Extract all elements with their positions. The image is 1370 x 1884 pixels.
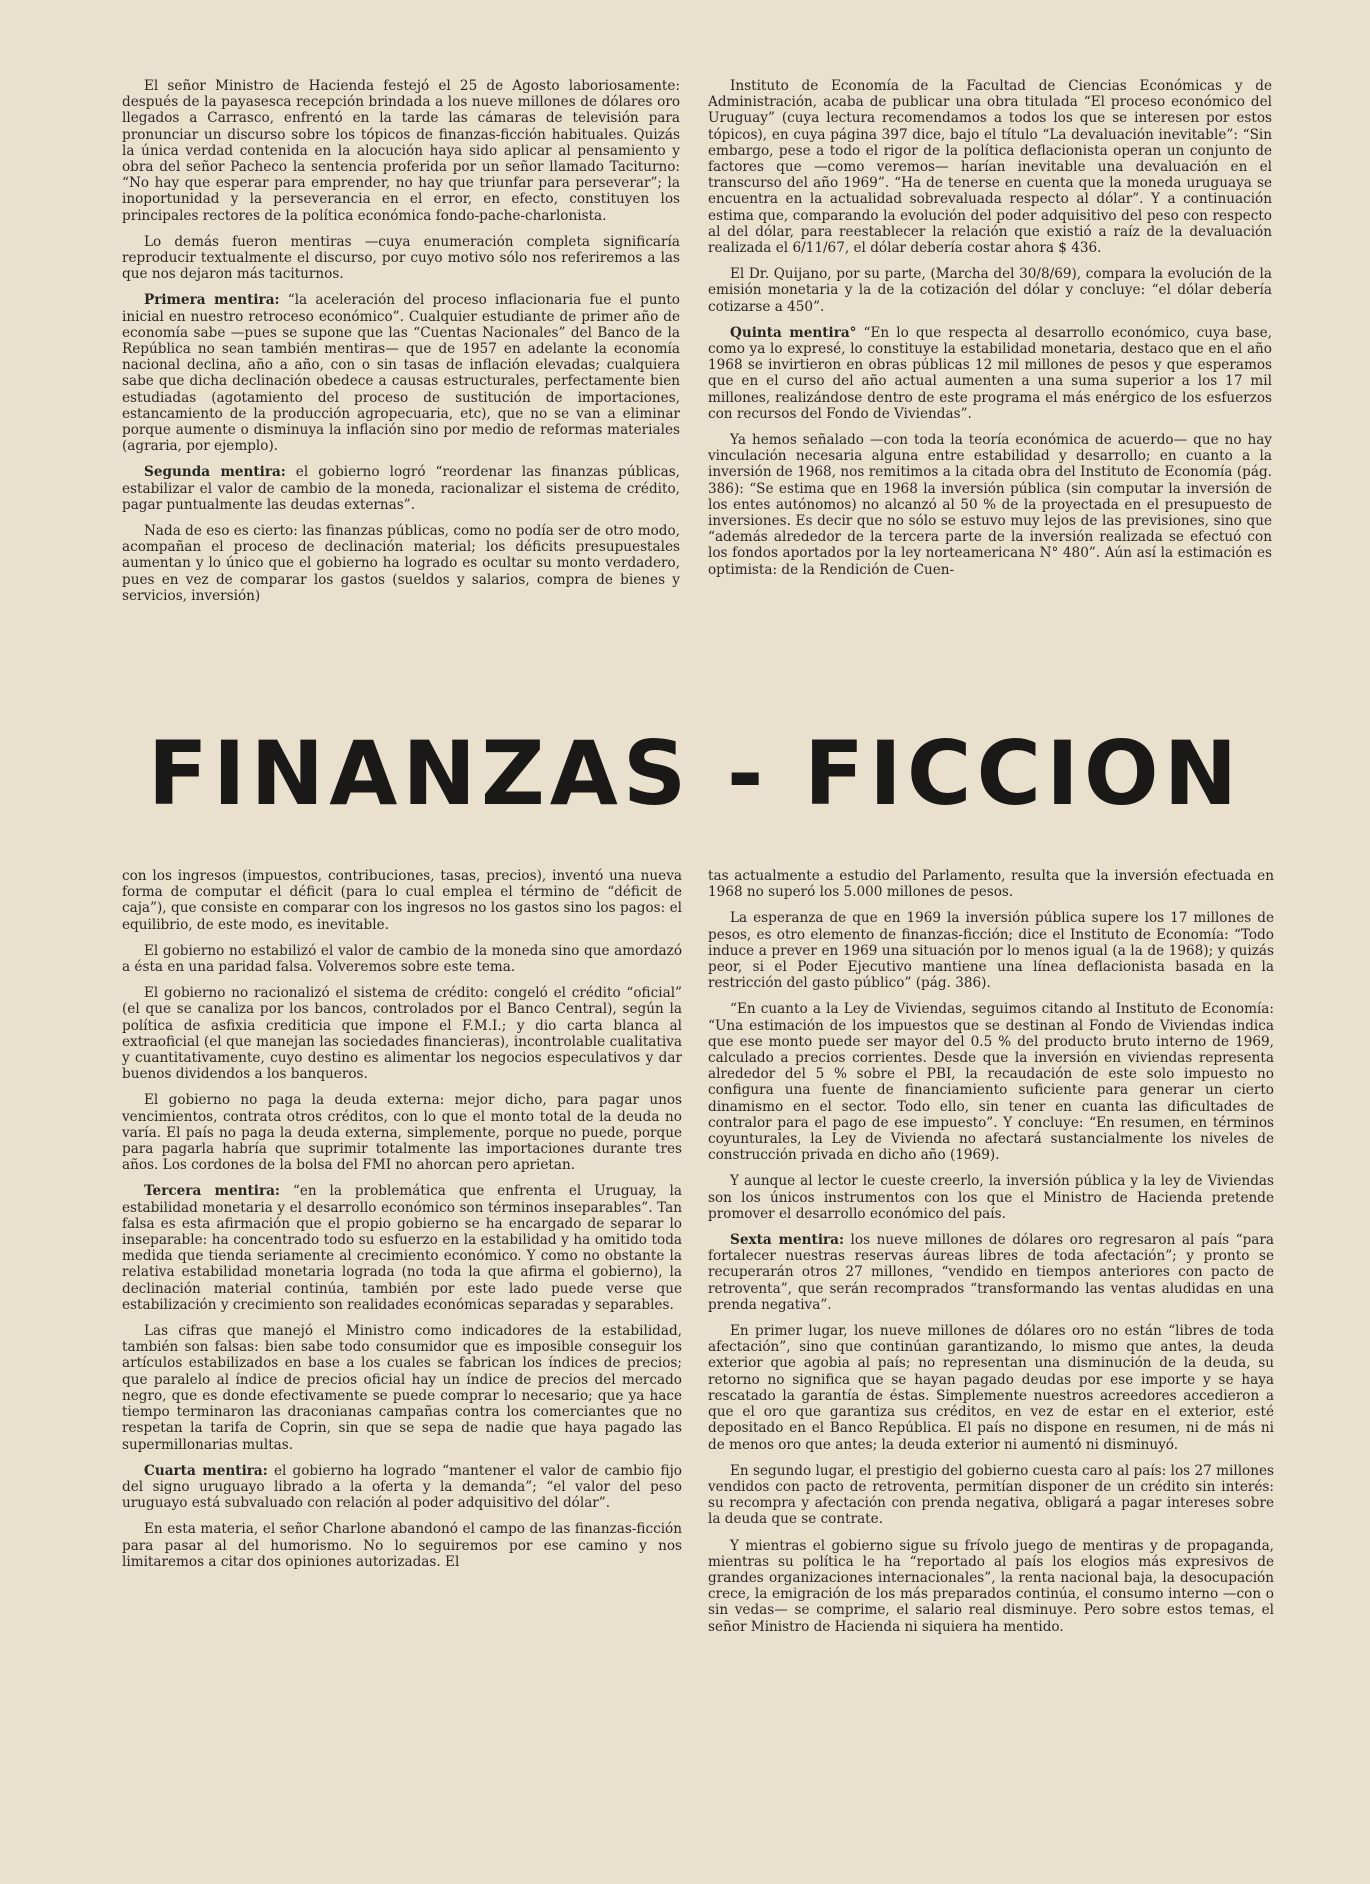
paragraph — [708, 868, 1274, 900]
paragraph — [122, 464, 680, 513]
paragraph — [122, 1521, 682, 1570]
paragraph — [708, 1232, 1274, 1313]
column-top-right — [708, 78, 1272, 680]
paragraph — [708, 1538, 1274, 1635]
paragraph-text: La esperanza de que en 1969 la inversión pública supere los 17 millones de pesos, es otro elemento de finanzas-ficción; dice el Instituto de Economía: “Todo induce a prever en 1969 una situación por lo menos igual (a la de 1968); y quizás peor, si el Poder Ejecutivo mantiene una línea deflacionista basada en la restricción del gasto público” (pág. 386). — [708, 910, 1274, 992]
column-top-left — [122, 78, 680, 680]
paragraph-text: “en la problemática que enfrenta el Uruguay, la estabilidad monetaria y el desarrollo económico son términos inseparables”. Tan falsa es esta afirmación que el propio gobierno se ha encargado de separar lo inseparable: ha concentrado todo su esfuerzo en la estabilidad y ha omitido toda medida que tienda seriamente al crecimiento económico. Y como no obstante la relativa estabilidad monetaria lograda (no toda la que afirma el gobierno), la declinación material continúa, también por este lado puede verse que estabilización y crecimiento son realidades económicas separadas y separables. — [122, 1183, 682, 1313]
paragraph — [708, 910, 1274, 991]
paragraph-text: el gobierno ha logrado “mantener el valor de cambio fijo del signo uruguayo librado a la oferta y la demanda”; “el valor del peso uruguayo está subvaluado con relación al poder adquisitivo del dólar”. — [122, 1462, 682, 1512]
paragraph — [122, 523, 680, 604]
headline: FINANZAS - FICCION — [147, 722, 1243, 825]
column-bottom-right — [708, 868, 1274, 1874]
paragraph — [122, 868, 682, 933]
paragraph — [708, 432, 1272, 578]
paragraph-text: con los ingresos (impuestos, contribuciones, tasas, precios), inventó una nueva forma de computar el déficit (para lo cual emplea el término de “déficit de caja”), que consiste en comparar con los ingresos no los gastos sino los pagos: el equilibrio, de este modo, es inevitable. — [122, 868, 682, 933]
paragraph — [122, 1183, 682, 1313]
paragraph-text: En esta materia, el señor Charlone abandonó el campo de las finanzas-ficción para pasar al del humorismo. No lo seguiremos por ese camino y nos limitaremos a citar dos opiniones autorizadas. El — [122, 1521, 682, 1570]
paragraph — [122, 943, 682, 975]
paragraph — [122, 78, 680, 224]
paragraph — [708, 1001, 1274, 1163]
paragraph-text: “En cuanto a la Ley de Viviendas, seguimos citando al Instituto de Economía: “Una estimación de los impuestos que se destinan al Fondo de Viviendas indica que ese monto puede ser mayor del 0.5 % del producto bruto interno de 1969, calculado a precios corrientes. Desde que la inversión en viviendas representa alrededor del 5 % sobre el PBI, la recaudación de este solo impuesto no configura una fuente de financiamiento suficiente para generar un cierto dinamismo en el sector. Todo ello, sin tener en cuanta las dificultades de contralor para el pago de ese impuesto”. Y concluye: “En resumen, en términos coyunturales, la Ley de Vivienda no afectará sustancialmente los niveles de construcción privada en dicho año (1969). — [708, 1001, 1274, 1164]
paragraph-text: Las cifras que manejó el Ministro como indicadores de la estabilidad, también son falsas: bien sabe todo consumidor que es imposible conseguir los artículos estabilizados en base a los cuales se fabrican los índices de precios; que paralelo al índice de precios oficial hay un índice de precios del mercado negro, que es donde efectivamente se puede comprar lo necesario; que ya hace tiempo terminaron las draconianas campañas contra los comerciantes que no respetan la tarifa de Coprin, sin que se sepa de nadie que haya pagado las supermillonarias multas. — [122, 1323, 682, 1453]
paragraph-text: los nueve millones de dólares oro regresaron al país “para fortalecer nuestras reservas áureas libres de toda afectación”; y pronto se recuperarán otros 27 millones, “vendido en tiempos anteriores con pacto de retroventa”, que serán recomprados “transformando las ventas aludidas en una prenda negativa”. — [708, 1232, 1274, 1313]
paragraph-text: “la aceleración del proceso inflacionaria fue el punto inicial en nuestro retroceso económico”. Cualquier estudiante de primer año de economía sabe —pues se supone que las “Cuentas Nacionales” del Banco de la República no sean también mentiras— que de 1957 en adelante la economía nacional declina, año a año, con o sin tasas de inflación elevadas; cualquiera sabe que dicha declinación obedece a causas estructurales, perfectamente bien estudiadas (agotamiento del proceso de sustitución de importaciones, estancamiento de la producción agropecuaria, etc), que no se van a eliminar porque aumente o disminuya la inflación sino por medio de reformas materiales (agraria, por ejemplo). — [122, 292, 680, 455]
paragraph-text: Instituto de Economía de la Facultad de Ciencias Económicas y de Administración, acaba de publicar una obra titulada “El proceso económico del Uruguay” (cuya lectura recomendamos a todos los que se interesen por estos tópicos), en cuya página 397 dice, bajo el título “La devaluación inevitable”: “Sin embargo, pese a todo el rigor de la política deflacionista operan un conjunto de factores que —como veremos— harían inevitable una devaluación en el transcurso del año 1969”. “Ha de tenerse en cuenta que la moneda uruguaya se encuentra en la actualidad sobrevaluada respecto al dólar”. Y a continuación estima que, comparando la evolución del poder adquisitivo del peso con respecto al del dólar, para reestablecer la relación que existió a raíz de la devaluación realizada el 6/11/67, el dólar debería costar ahora $ 436. — [708, 78, 1272, 257]
paragraph-text: “En lo que respecta al desarrollo económico, cuya base, como ya lo expresé, lo constituye la estabilidad monetaria, destaco que en el año 1968 se invirtieron en obras públicas 12 mil millones de pesos y que esperamos que en el curso del año actual aumenten a una suma superior a los 17 mil millones, realizándose dentro de este programa el más enérgico de los esfuerzos con recursos del Fondo de Viviendas”. — [708, 324, 1272, 422]
paragraph-text: El Dr. Quijano, por su parte, (Marcha del 30/8/69), compara la evolución de la emisión monetaria y la de la cotización del dólar y concluye: “el dólar debería cotizarse a 450”. — [708, 266, 1272, 315]
paragraph-lead: Primera mentira: — [144, 292, 280, 309]
paragraph — [122, 1323, 682, 1453]
paragraph-text: El gobierno no racionalizó el sistema de crédito: congeló el crédito “oficial” (el que se canaliza por los bancos, controlados por el Banco Central), según la política de asfixia crediticia que impone el F.M.I.; y dio carta blanca al extraoficial (el que manejan las sociedades financieras), incontrolable cualitativa y cuantitativamente, cuyo destino es alimentar los negocios especulativos y dar buenos dividendos a los banqueros. — [122, 985, 682, 1083]
paragraph — [708, 1463, 1274, 1528]
paragraph-text: El señor Ministro de Hacienda festejó el 25 de Agosto laboriosamente: después de la payasesca recepción brindada a los nueve millones de dólares oro llegados a Carrasco, enfrentó en la tarde las cámaras de televisión para pronunciar un discurso sobre los tópicos de finanzas-ficción habituales. Quizás la única verdad contenida en la alocución haya sido aplicar al pensamiento y obra del señor Pacheco la sentencia proferida por un señor llamado Taciturno: “No hay que esperar para emprender, no hay que triunfar para perseverar”; la inoportunidad y la perseverancia en el error, en efecto, constituyen los principales rectores de la política económica fondo-pache-charlonista. — [122, 78, 680, 224]
paragraph — [708, 266, 1272, 315]
paragraph-lead: Cuarta mentira: — [144, 1462, 268, 1479]
paragraph — [708, 78, 1272, 256]
paragraph-text: el gobierno logró “reordenar las finanzas públicas, estabilizar el valor de cambio de la moneda, racionalizar el sistema de crédito, pagar puntualmente las deudas externas”. — [122, 464, 680, 513]
paragraph — [708, 1323, 1274, 1453]
paragraph — [122, 1463, 682, 1512]
paragraph-text: El gobierno no paga la deuda externa: mejor dicho, para pagar unos vencimientos, contrata otros créditos, con lo que el monto total de la deuda no varía. El país no paga la deuda externa, simplemente, porque no puede, porque para pagarla habría que suprimir totalmente las importaciones durante tres años. Los cordones de la bolsa del FMI no ahorcan pero aprietan. — [122, 1092, 682, 1174]
paragraph-lead: Sexta mentira: — [730, 1232, 844, 1249]
column-bottom-left — [122, 868, 682, 1874]
paragraph-text: Ya hemos señalado —con toda la teoría económica de acuerdo— que no hay vinculación necesaria alguna entre estabilidad y desarrollo; en cuanto a la inversión de 1968, nos remitimos a la citada obra del Instituto de Economía (pág. 386): “Se estima que en 1968 la inversión pública (sin computar la inversión de los entes autónomos) no alcanzó al 50 % de la proyectada en el presupuesto de inversiones. Es decir que no sólo se estuvo muy lejos de las previsiones, sino que “además alrededor de la tercera parte de la inversión realizada se efectuó con los fondos aportados por la ley norteamericana N° 480”. Aún así la estimación es optimista: de la Rendición de Cuen- — [708, 432, 1272, 578]
paragraph-lead: Quinta mentira° — [730, 324, 857, 341]
paragraph-lead: Segunda mentira: — [144, 464, 286, 481]
paragraph — [122, 985, 682, 1082]
paragraph-text: El gobierno no estabilizó el valor de cambio de la moneda sino que amordazó a ésta en una paridad falsa. Volveremos sobre este tema. — [122, 942, 682, 976]
paragraph — [122, 1092, 682, 1173]
paragraph — [122, 292, 680, 454]
paragraph-text: tas actualmente a estudio del Parlamento, resulta que la inversión efectuada en 1968 no superó los 5.000 millones de pesos. — [708, 868, 1274, 901]
paragraph-text: Nada de eso es cierto: las finanzas públicas, como no podía ser de otro modo, acompañan el proceso de declinación material; los déficits presupuestales aumentan y lo único que el gobierno ha logrado es ocultar su monto verdadero, pues en vez de comparar los gastos (sueldos y salarios, compra de bienes y servicios, inversión) — [122, 523, 680, 604]
paragraph — [708, 325, 1272, 422]
paragraph-text: En segundo lugar, el prestigio del gobierno cuesta caro al país: los 27 millones vendidos con pacto de retroventa, permitían disponer de un crédito sin interés: su recompra y afectación con prenda negativa, obligará a pagar intereses sobre la deuda que se contrate. — [708, 1462, 1274, 1528]
paragraph-text: Lo demás fueron mentiras —cuya enumeración completa significaría reproducir textualmente el discurso, por cuyo motivo sólo nos referiremos a las que nos dejaron más taciturnos. — [122, 233, 680, 283]
paragraph-text: En primer lugar, los nueve millones de dólares oro no están “libres de toda afectación”, sino que continúan garantizando, lo mismo que antes, la deuda exterior que agobia al país; no representan una disminución de la deuda, su retorno no significa que se hayan pagado deudas por ese importe y se haya rescatado la garantía de éstas. Simplemente nuestros acreedores accedieron a que el oro que garantiza sus créditos, en vez de estar en el exterior, esté depositado en el Banco República. El país no dispone en resumen, ni de más ni de menos oro que antes; la deuda exterior ni aumentó ni disminuyó. — [708, 1323, 1274, 1453]
paragraph-text: Y mientras el gobierno sigue su frívolo juego de mentiras y de propaganda, mientras su política le ha “reportado al país los elogios más expresivos de grandes organizaciones internacionales”, la renta nacional baja, la desocupación crece, la emigración de los más preparados continúa, el consumo interno —con o sin vedas— se comprime, el salario real disminuye. Pero sobre estos temas, el señor Ministro de Hacienda ni siquiera ha mentido. — [708, 1537, 1274, 1635]
paragraph — [122, 234, 680, 283]
paragraph-text: Y aunque al lector le cueste creerlo, la inversión pública y la ley de Viviendas son los únicos instrumentos con los que el Ministro de Hacienda pretende promover el desarrollo económico del país. — [708, 1173, 1274, 1222]
paragraph — [708, 1173, 1274, 1222]
paragraph-lead: Tercera mentira: — [144, 1183, 280, 1200]
